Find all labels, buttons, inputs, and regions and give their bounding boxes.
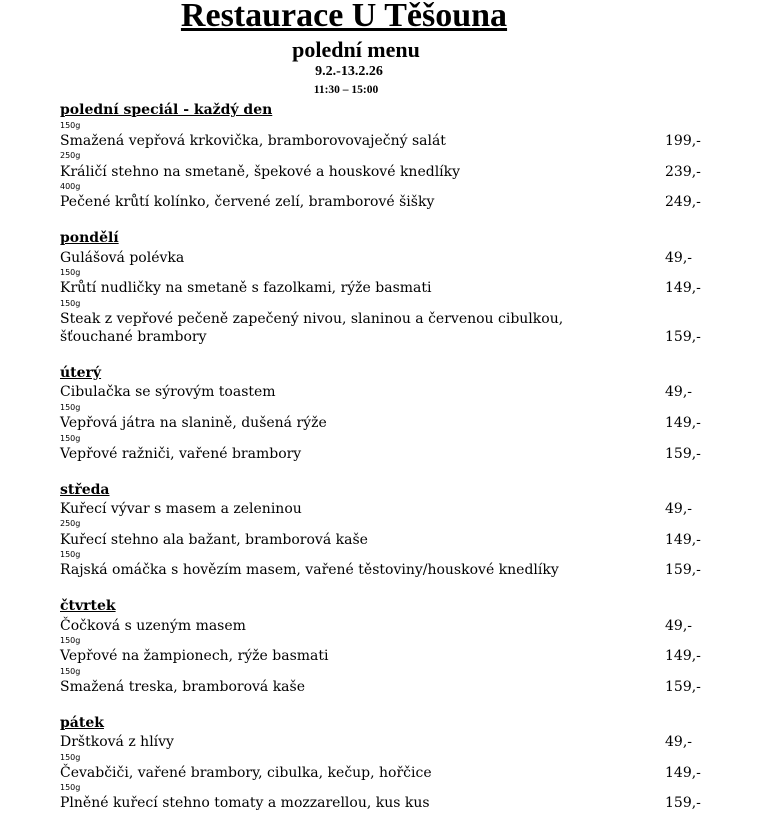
item-price: 49,- xyxy=(665,501,692,517)
section-heading-wednesday: středa xyxy=(60,482,110,498)
item-name: Gulášová polévka xyxy=(60,250,185,266)
section-heading-friday: pátek xyxy=(60,715,104,731)
menu-subtitle: polední menu xyxy=(292,37,420,62)
item-weight: 150g xyxy=(60,550,81,559)
item-weight: 250g xyxy=(60,151,81,160)
item-price: 49,- xyxy=(665,384,692,400)
item-name: Králičí stehno na smetaně, špekové a houskové knedlíky xyxy=(60,164,461,180)
item-name: Čočková s uzeným masem xyxy=(60,618,246,634)
item-price: 149,- xyxy=(665,648,701,664)
item-name: Kuřecí vývar s masem a zeleninou xyxy=(60,501,302,517)
item-price: 159,- xyxy=(665,795,701,811)
item-name: Vepřová játra na slanině, dušená rýže xyxy=(60,415,327,431)
item-price: 199,- xyxy=(665,133,701,149)
section-heading-special: polední speciál - každý den xyxy=(60,102,273,118)
item-weight: 400g xyxy=(60,182,81,191)
item-name: Vepřové ražniči, vařené brambory xyxy=(60,446,302,462)
item-weight: 250g xyxy=(60,519,81,528)
item-weight: 150g xyxy=(60,667,81,676)
item-price: 239,- xyxy=(665,164,701,180)
item-price: 149,- xyxy=(665,532,701,548)
item-weight: 150g xyxy=(60,121,81,130)
item-price: 49,- xyxy=(665,734,692,750)
item-price: 149,- xyxy=(665,415,701,431)
item-name: Rajská omáčka s hovězím masem, vařené těstoviny/houskové knedlíky xyxy=(60,562,559,578)
item-price: 159,- xyxy=(665,679,701,695)
item-price: 249,- xyxy=(665,194,701,210)
item-weight: 150g xyxy=(60,636,81,645)
item-price: 149,- xyxy=(665,280,701,296)
item-weight: 150g xyxy=(60,753,81,762)
item-name: Smažená treska, bramborová kaše xyxy=(60,679,305,695)
item-name: Plněné kuřecí stehno tomaty a mozzarellou, kus kus xyxy=(60,795,430,811)
page-title: Restaurace U Těšouna xyxy=(180,0,508,34)
item-name: Steak z vepřové pečeně zapečený nivou, slaninou a červenou cibulkou, xyxy=(60,311,564,327)
item-name: Vepřové na žampionech, rýže basmati xyxy=(60,648,329,664)
item-price: 159,- xyxy=(665,562,701,578)
item-name: Krůtí nudličky na smetaně s fazolkami, rýže basmati xyxy=(60,280,432,296)
section-heading-thursday: čtvrtek xyxy=(60,598,116,614)
menu-hours: 11:30 – 15:00 xyxy=(313,84,379,96)
item-name-continued: šťouchané brambory xyxy=(60,329,207,345)
item-name: Pečené krůtí kolínko, červené zelí, bramborové šišky xyxy=(60,194,435,210)
item-price: 49,- xyxy=(665,250,692,266)
item-name: Smažená vepřová krkovička, bramborovovaječný salát xyxy=(60,133,446,149)
item-name: Cibulačka se sýrovým toastem xyxy=(60,384,276,400)
item-weight: 150g xyxy=(60,434,81,443)
item-weight: 150g xyxy=(60,299,81,308)
section-heading-tuesday: úterý xyxy=(60,365,102,381)
menu-dates: 9.2.-13.2.26 xyxy=(315,64,383,79)
item-name: Drštková z hlívy xyxy=(60,734,174,750)
item-weight: 150g xyxy=(60,783,81,792)
section-heading-monday: pondělí xyxy=(60,230,119,246)
item-price: 49,- xyxy=(665,618,692,634)
item-price: 149,- xyxy=(665,765,701,781)
item-price: 159,- xyxy=(665,329,701,345)
item-weight: 150g xyxy=(60,403,81,412)
item-weight: 150g xyxy=(60,268,81,277)
item-price: 159,- xyxy=(665,446,701,462)
item-name: Čevabčiči, vařené brambory, cibulka, kečup, hořčice xyxy=(60,765,432,781)
item-name: Kuřecí stehno ala bažant, bramborová kaše xyxy=(60,532,368,548)
